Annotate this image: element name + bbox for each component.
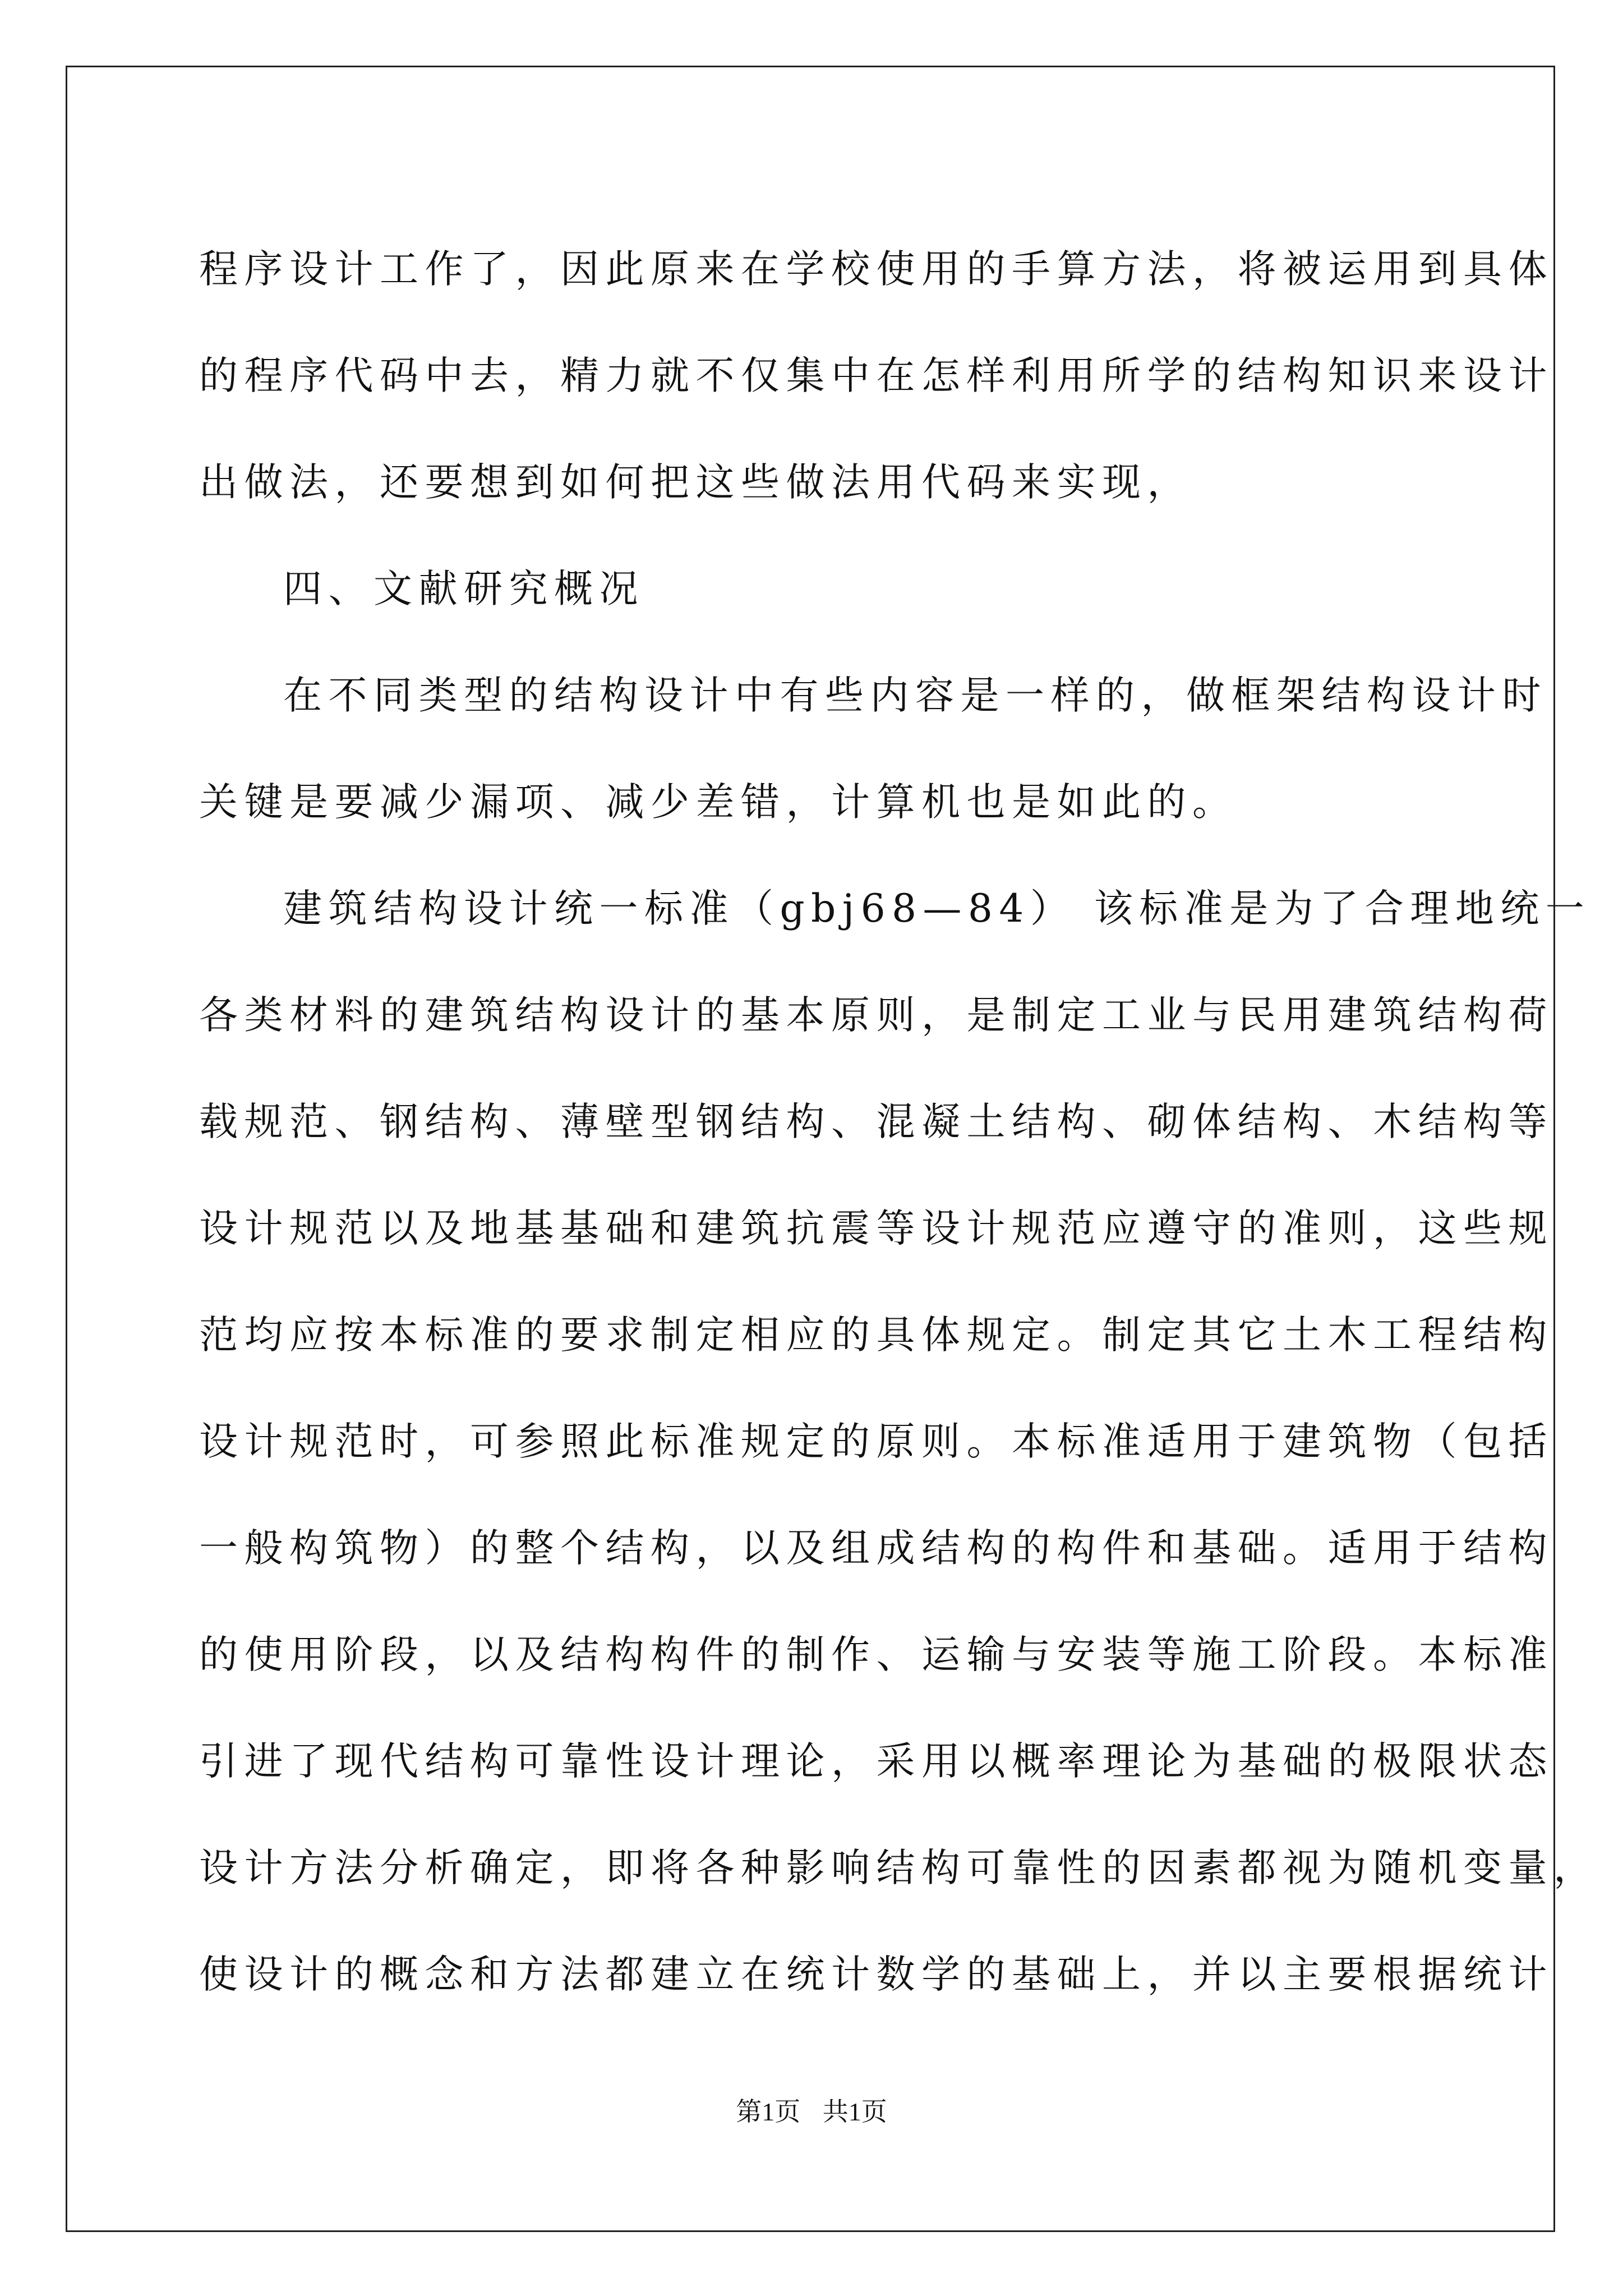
- text-line: 出做法，还要想到如何把这些做法用代码来实现，: [199, 460, 1192, 505]
- text-line: 引进了现代结构可靠性设计理论，采用以概率理论为基础的极限状态: [199, 1739, 1553, 1784]
- text-line: 建筑结构设计统一标准（gbj68—84） 该标准是为了合理地统一: [283, 886, 1591, 931]
- text-line: 载规范、钢结构、薄壁型钢结构、混凝土结构、砌体结构、木结构等: [199, 1099, 1553, 1144]
- text-line: 各类材料的建筑结构设计的基本原则，是制定工业与民用建筑结构荷: [199, 993, 1553, 1038]
- document-body: [199, 216, 1599, 2028]
- text-line: 设计规范时，可参照此标准规定的原则。本标准适用于建筑物（包括: [199, 1419, 1553, 1464]
- text-line: 范均应按本标准的要求制定相应的具体规定。制定其它土木工程结构: [199, 1313, 1553, 1358]
- text-line: 关键是要减少漏项、减少差错，计算机也是如此的。: [199, 780, 1238, 825]
- text-line: 设计规范以及地基基础和建筑抗震等设计规范应遵守的准则，这些规: [199, 1206, 1553, 1251]
- text-line: 使设计的概念和方法都建立在统计数学的基础上，并以主要根据统计: [199, 1952, 1553, 1997]
- section-heading: 四、文献研究概况: [283, 567, 644, 611]
- text-line: 的使用阶段，以及结构构件的制作、运输与安装等施工阶段。本标准: [199, 1632, 1553, 1677]
- text-line: 一般构筑物）的整个结构，以及组成结构的构件和基础。适用于结构: [199, 1526, 1553, 1571]
- text-line: 设计方法分析确定，即将各种影响结构可靠性的因素都视为随机变量，: [199, 1846, 1599, 1890]
- text-line: 程序设计工作了，因此原来在学校使用的手算方法，将被运用到具体: [199, 247, 1553, 292]
- page-total: 共1页: [822, 2097, 887, 2126]
- text-line: 在不同类型的结构设计中有些内容是一样的，做框架结构设计时: [283, 673, 1547, 718]
- page-footer: [0, 2095, 1623, 2129]
- text-line: 的程序代码中去，精力就不仅集中在怎样利用所学的结构知识来设计: [199, 353, 1553, 398]
- page-number: 第1页: [736, 2097, 801, 2126]
